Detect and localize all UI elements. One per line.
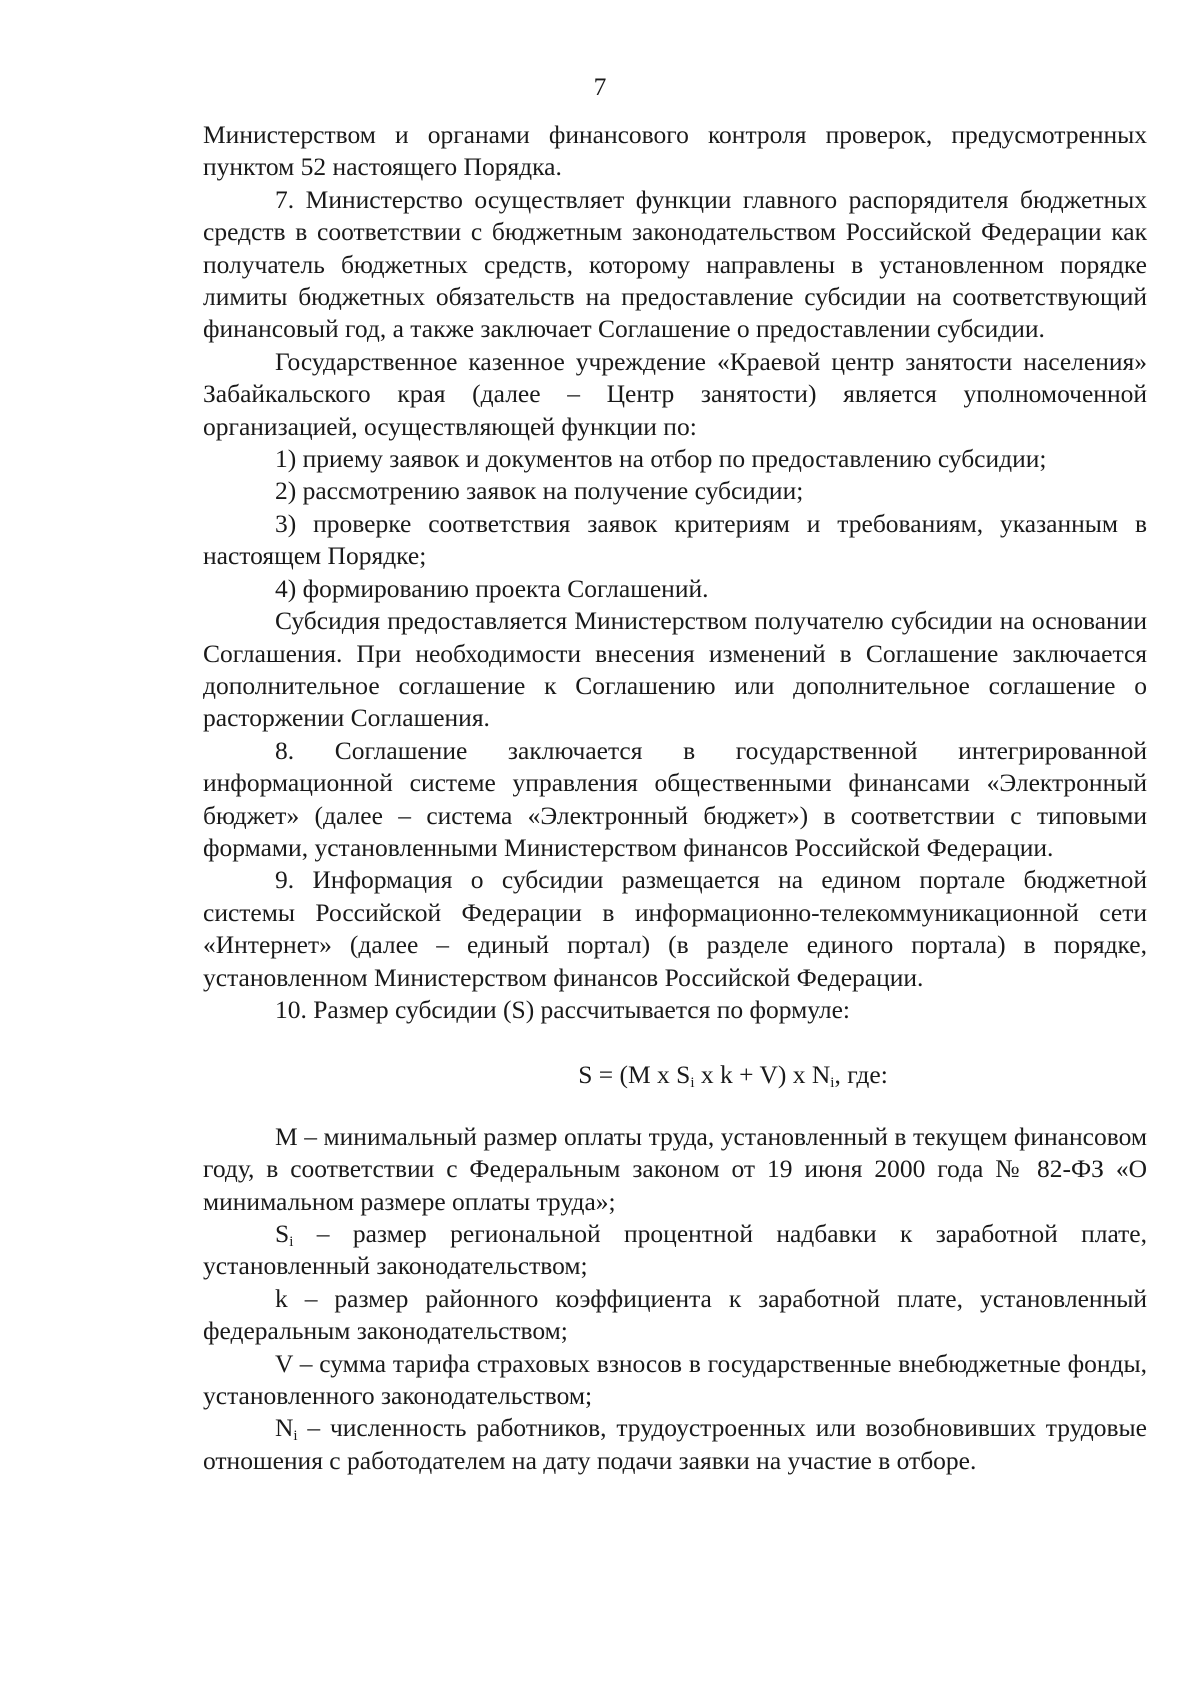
definition-m: M – минимальный размер оплаты труда, установленный в текущем финансовом году, в соответствии с Федеральным законом от 19 июня 2000 года № 82-ФЗ «О минимальном размере оплаты труда»; xyxy=(203,1121,1147,1216)
definition-si xyxy=(203,1218,1147,1283)
page-number: 7 xyxy=(593,72,607,101)
definition-ni-text: – численность работников, трудоустроенных или возобновивших трудовые отношения с работодателем на дату подачи заявки на участие в отборе. xyxy=(203,1413,1147,1475)
formula-subscript-1: i xyxy=(690,1075,695,1092)
formula-part-3: , где: xyxy=(834,1060,888,1090)
paragraph-7: 7. Министерство осуществляет функции главного распорядителя бюджетных средств в соответствии с бюджетным законодательством Российской Федерации как получатель бюджетных средств, которому направлены в установленном порядке лимиты бюджетных обязательств на предоставление субсидии на соответствующий финансовый год, а также заключает Соглашение о предоставлении субсидии. xyxy=(203,184,1147,344)
definition-si-subscript: i xyxy=(289,1234,294,1250)
definition-ni xyxy=(203,1412,1147,1477)
list-item-3: 3) проверке соответствия заявок критериям и требованиям, указанным в настоящем Порядке; xyxy=(203,508,1147,571)
definition-v: V – сумма тарифа страховых взносов в государственные внебюджетные фонды, установленного законодательством; xyxy=(203,1348,1147,1411)
list-item-2: 2) рассмотрению заявок на получение субсидии; xyxy=(275,476,804,506)
paragraph-8: 8. Соглашение заключается в государственной интегрированной информационной системе управления общественными финансами «Электронный бюджет» (далее – система «Электронный бюджет») в соответствии с типовыми формами, установленными Министерством финансов Российской Федерации. xyxy=(203,735,1147,862)
formula-part-1: S = (M x S xyxy=(578,1060,691,1090)
definition-k: k – размер районного коэффициента к заработной плате, установленный федеральным законодательством; xyxy=(203,1283,1147,1346)
paragraph-10: 10. Размер субсидии (S) рассчитывается по формуле: xyxy=(275,994,851,1024)
definition-ni-symbol: N xyxy=(275,1413,294,1443)
list-item-1: 1) приему заявок и документов на отбор по предоставлению субсидии; xyxy=(275,444,1047,474)
definition-si-text: – размер региональной процентной надбавки к заработной плате, установленный законодательством; xyxy=(203,1219,1147,1281)
definition-ni-subscript: i xyxy=(293,1428,298,1445)
paragraph-9: 9. Информация о субсидии размещается на едином портале бюджетной системы Российской Федерации в информационно-телекоммуникационной сети «Интернет» (далее – единый портал) (в разделе единого портала) в порядке, установленном Министерством финансов Российской Федерации. xyxy=(203,865,1147,992)
subsidy-formula xyxy=(203,1059,1147,1091)
formula-subscript-2: i xyxy=(830,1075,835,1092)
definition-si-symbol: S xyxy=(275,1219,290,1248)
list-item-4: 4) формированию проекта Соглашений. xyxy=(275,573,709,603)
paragraph-continuation: Министерством и органами финансового контроля проверок, предусмотренных пунктом 52 настоящего Порядка. xyxy=(203,120,1147,182)
paragraph-employment-center: Государственное казенное учреждение «Краевой центр занятости населения» Забайкальского края (далее – Центр занятости) является уполномоченной организацией, осуществляющей функции по: xyxy=(203,346,1147,441)
document-body xyxy=(203,119,1147,1477)
formula-part-2: x k + V) x N xyxy=(694,1060,831,1090)
paragraph-subsidy-agreement: Субсидия предоставляется Министерством получателю субсидии на основании Соглашения. При необходимости внесения изменений в Соглашение заключается дополнительное соглашение к Соглашению или дополнительное соглашение о расторжении Соглашения. xyxy=(203,606,1147,733)
